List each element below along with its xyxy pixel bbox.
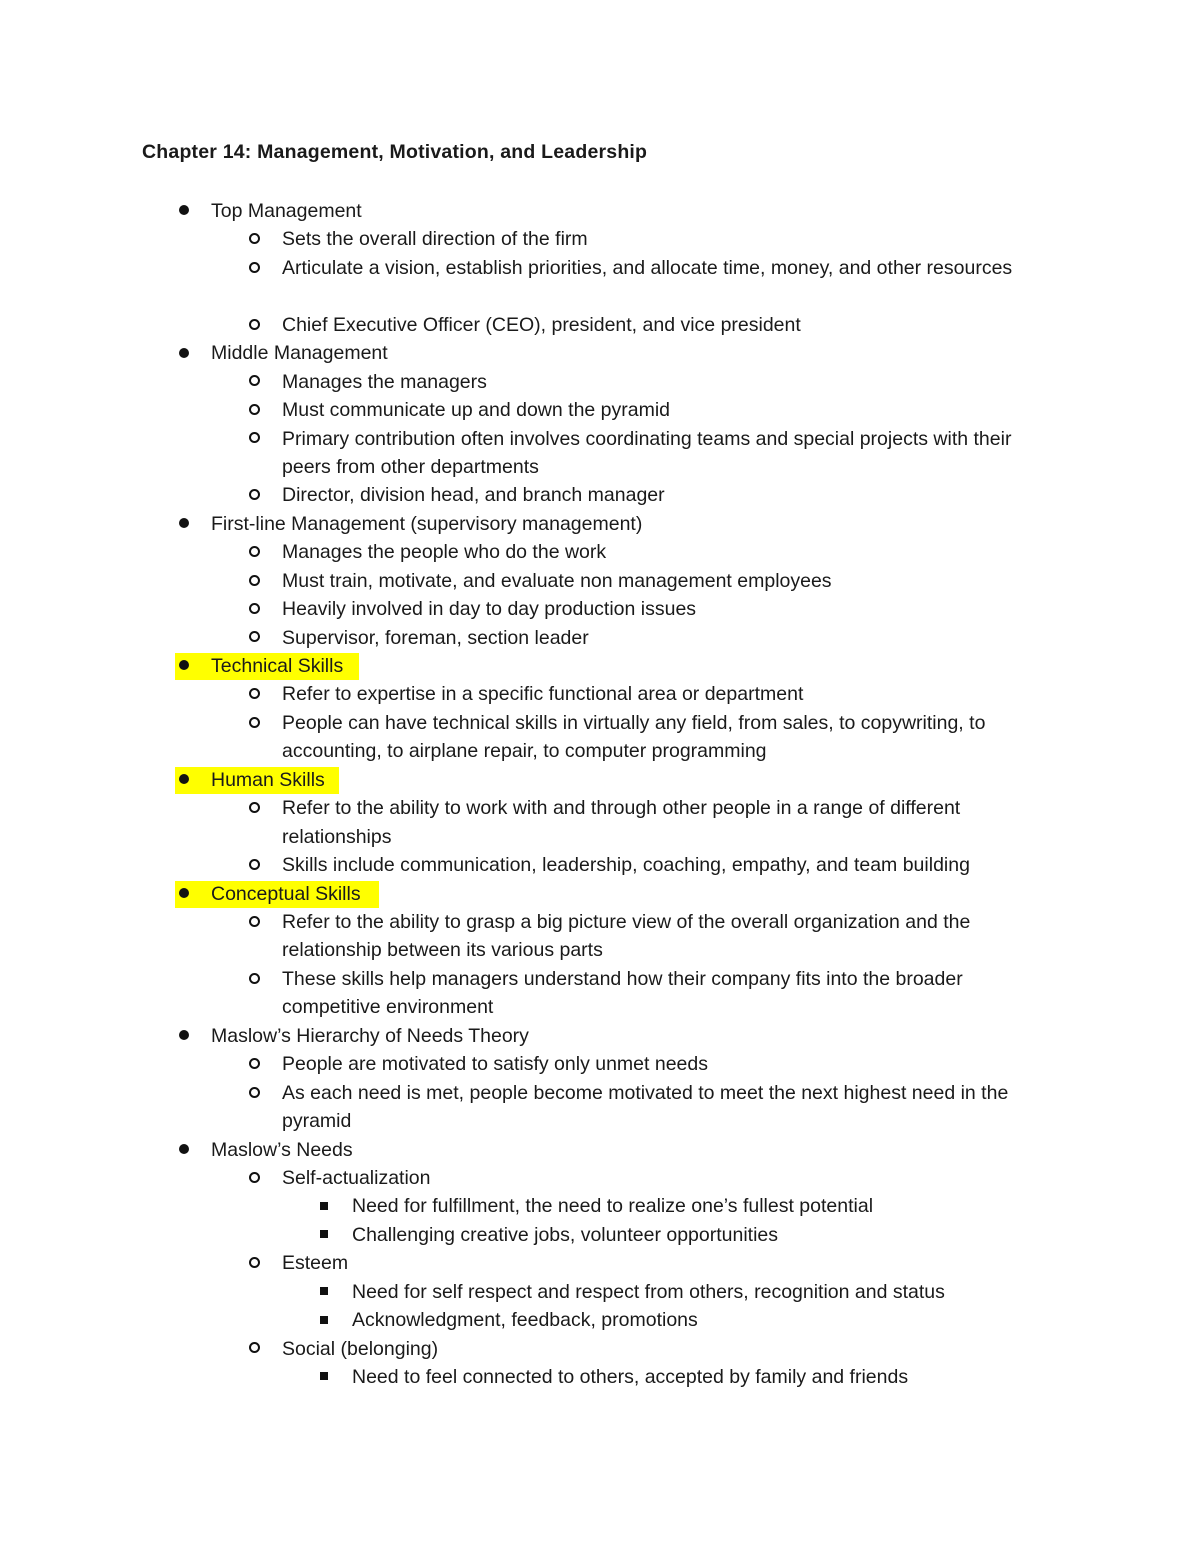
section-heading: Maslow’s Hierarchy of Needs Theory [211, 1024, 529, 1047]
bullet-circle-icon [247, 1164, 261, 1192]
sub-item: As each need is met, people become motivated to meet the next highest need in the pyramid [282, 1081, 1009, 1133]
list-item-highlighted [0, 652, 1200, 680]
list-item [0, 1335, 1200, 1363]
sub-item: Manages the people who do the work [282, 541, 607, 564]
detail-item: Acknowledgment, feedback, promotions [352, 1309, 698, 1332]
list-item [0, 709, 1200, 766]
bullet-disc-icon [177, 1136, 191, 1164]
sub-item: People are motivated to satisfy only unmet needs [282, 1053, 708, 1076]
sub-item: Manages the managers [282, 370, 487, 393]
list-item [0, 1022, 1200, 1050]
list-item [0, 1278, 1200, 1306]
bullet-disc-icon [177, 510, 191, 538]
sub-heading: Social (belonging) [282, 1337, 439, 1360]
sub-item: Refer to the ability to work with and through other people in a range of different relationships [282, 797, 961, 848]
section-heading: Top Management [211, 200, 362, 222]
list-item [0, 908, 1200, 965]
list-item [0, 254, 1200, 311]
list-item [0, 368, 1200, 396]
bullet-circle-icon [247, 624, 261, 652]
bullet-disc-icon [177, 339, 191, 367]
list-item-highlighted [0, 880, 1200, 908]
bullet-disc-icon [177, 652, 191, 680]
list-item [0, 794, 1200, 851]
bullet-circle-icon [247, 965, 261, 993]
list-item [0, 851, 1200, 879]
notes-outline [0, 197, 1200, 1391]
bullet-circle-icon [247, 1050, 261, 1078]
sub-item: Primary contribution often involves coordinating teams and special projects with their peers from other departments [282, 427, 1012, 478]
bullet-circle-icon [247, 425, 261, 453]
list-item [0, 1050, 1200, 1078]
section-heading: First-line Management (supervisory management) [211, 512, 643, 535]
list-item [0, 1164, 1200, 1192]
sub-heading: Self-actualization [282, 1166, 431, 1189]
list-item [0, 481, 1200, 509]
sub-item: Must communicate up and down the pyramid [282, 399, 671, 422]
bullet-disc-icon [177, 766, 191, 794]
sub-item: These skills help managers understand how their company fits into the broader competitive environment [282, 967, 963, 1019]
list-item [0, 965, 1200, 1022]
bullet-square-icon [317, 1221, 331, 1249]
list-item [0, 339, 1200, 367]
bullet-circle-icon [247, 1335, 261, 1363]
sub-item: Skills include communication, leadership, coaching, empathy, and team building [282, 854, 970, 877]
bullet-circle-icon [247, 794, 261, 822]
bullet-circle-icon [247, 368, 261, 396]
list-item [0, 567, 1200, 595]
sub-item: Refer to expertise in a specific functional area or department [282, 683, 804, 706]
section-heading: Middle Management [211, 342, 388, 365]
bullet-circle-icon [247, 908, 261, 936]
section-heading: Technical Skills [211, 655, 344, 678]
list-item [0, 595, 1200, 623]
sub-item: Chief Executive Officer (CEO), president, and vice president [282, 313, 801, 336]
bullet-circle-icon [247, 396, 261, 424]
detail-item: Challenging creative jobs, volunteer opportunities [352, 1223, 779, 1246]
sub-heading: Esteem [282, 1252, 349, 1275]
section-heading: Human Skills [211, 768, 325, 791]
bullet-circle-icon [247, 709, 261, 737]
list-item [0, 680, 1200, 708]
list-item [0, 538, 1200, 566]
list-item [0, 1306, 1200, 1334]
bullet-circle-icon [247, 680, 261, 708]
bullet-disc-icon [177, 880, 191, 908]
detail-item: Need to feel connected to others, accepted by family and friends [352, 1366, 909, 1389]
bullet-circle-icon [247, 567, 261, 595]
sub-item: Refer to the ability to grasp a big picture view of the overall organization and the relationship between its various parts [282, 911, 971, 962]
list-item [0, 425, 1200, 482]
section-heading: Conceptual Skills [211, 882, 361, 905]
bullet-circle-icon [247, 851, 261, 879]
list-item [0, 1192, 1200, 1220]
page-title: Chapter 14: Management, Motivation, and Leadership [142, 141, 648, 163]
bullet-circle-icon [247, 1079, 261, 1107]
bullet-circle-icon [247, 538, 261, 566]
bullet-circle-icon [247, 254, 261, 282]
detail-item: Need for self respect and respect from others, recognition and status [352, 1280, 945, 1303]
list-item [0, 1363, 1200, 1391]
bullet-disc-icon [177, 197, 191, 225]
section-heading: Maslow’s Needs [211, 1138, 353, 1161]
list-item [0, 311, 1200, 339]
list-item [0, 1136, 1200, 1164]
bullet-circle-icon [247, 481, 261, 509]
list-item [0, 510, 1200, 538]
list-item [0, 1249, 1200, 1277]
list-item [0, 396, 1200, 424]
bullet-disc-icon [177, 1022, 191, 1050]
bullet-square-icon [317, 1306, 331, 1334]
sub-item: Supervisor, foreman, section leader [282, 626, 589, 649]
list-item [0, 1079, 1200, 1136]
bullet-square-icon [317, 1192, 331, 1220]
sub-item: Heavily involved in day to day production issues [282, 598, 697, 621]
sub-item: Sets the overall direction of the firm [282, 228, 588, 251]
sub-item: People can have technical skills in virtually any field, from sales, to copywriting, to accounting, to airplane repair, to computer programming [282, 711, 986, 763]
sub-item: Director, division head, and branch manager [282, 484, 665, 507]
bullet-circle-icon [247, 311, 261, 339]
list-item [0, 1221, 1200, 1249]
bullet-circle-icon [247, 225, 261, 253]
list-item [0, 624, 1200, 652]
list-item [0, 225, 1200, 253]
bullet-circle-icon [247, 1249, 261, 1277]
bullet-square-icon [317, 1363, 331, 1391]
detail-item: Need for fulfillment, the need to realize one’s fullest potential [352, 1195, 874, 1218]
list-item-highlighted [0, 766, 1200, 794]
sub-item: Must train, motivate, and evaluate non management employees [282, 569, 832, 592]
sub-item: Articulate a vision, establish priorities, and allocate time, money, and other resources [282, 256, 1013, 279]
bullet-circle-icon [247, 595, 261, 623]
bullet-square-icon [317, 1278, 331, 1306]
list-item [0, 197, 1200, 225]
